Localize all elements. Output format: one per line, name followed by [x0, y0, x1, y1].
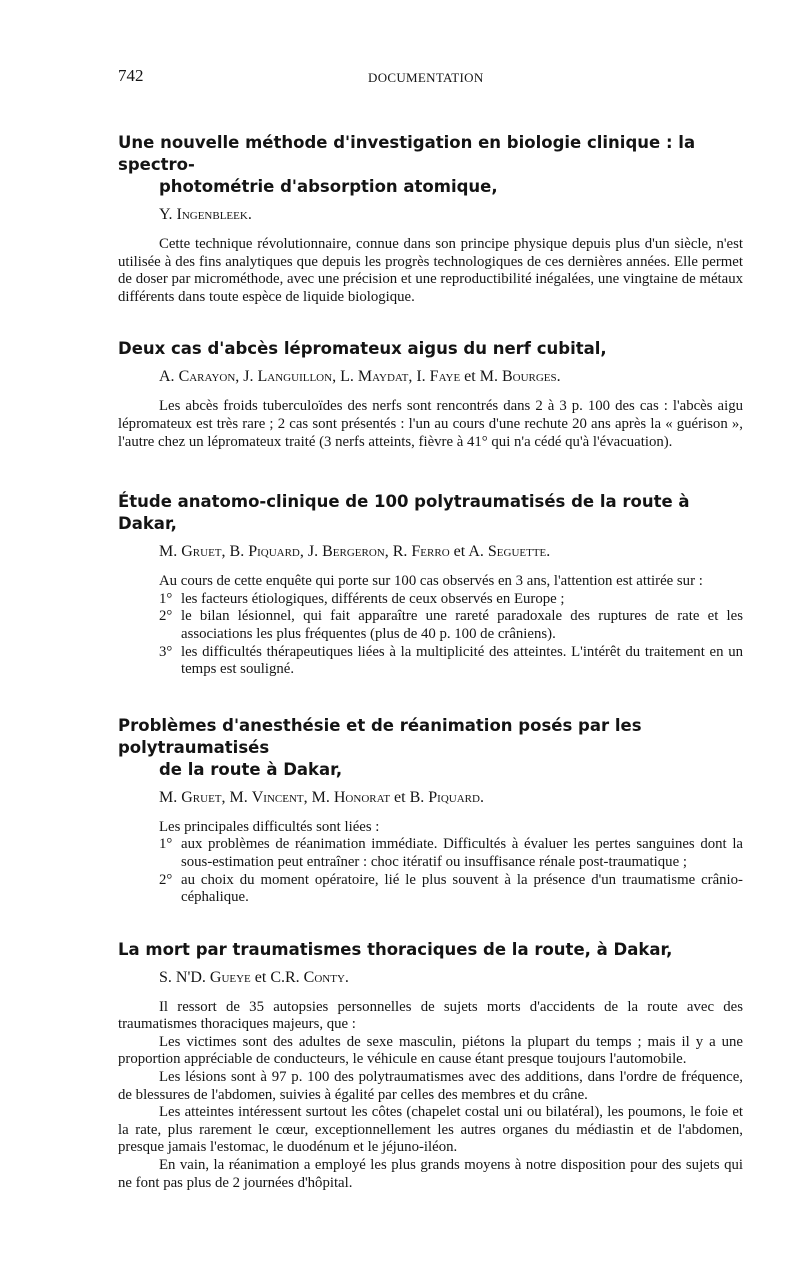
authors: M. Gruet, B. Piquard, J. Bergeron, R. Ferro et A. Seguette.	[159, 543, 551, 561]
author-name: Carayon	[178, 368, 236, 386]
numbered-list	[118, 591, 743, 679]
paragraph: Cette technique révolutionnaire, connue dans son principe physique depuis plus d'un siècle, n'est utilisée à des fins analytiques que depuis les progrès technologiques de ces dernières années. Elle permet de doser par microméthode, avec une précision et une reproductibilité inégalées, une vingtaine de métaux différents dans toute espèce de liquide biologique.	[118, 236, 743, 305]
document-page	[118, 66, 743, 1192]
article-title	[118, 132, 743, 198]
paragraph: Les abcès froids tuberculoïdes des nerfs sont rencontrés dans 2 à 3 p. 100 des cas : l'abcès aigu lépromateux est très rare ; 2 cas sont présentés : l'un au cours d'une rechute 20 ans après la « guérison », l'autre chez un lépromateux traité (3 nerfs atteints, fièvre à 41° qui n'a cédé qu'à l'évacuation).	[118, 398, 743, 450]
abstract	[118, 398, 743, 451]
title-line-2: photométrie d'absorption atomique,	[159, 177, 498, 196]
list-item: 1° aux problèmes de réanimation immédiate. Difficultés à évaluer les pertes sanguines dont la sous-estimation peut entraîner : choc itératif ou insuffisance rénale post-traumatique ;	[159, 836, 743, 870]
author-name: Maydat	[357, 368, 409, 386]
article-etude-polytraumatises	[118, 491, 743, 679]
author-name: Honorat	[333, 788, 391, 806]
article-traumatismes-thoraciques	[118, 939, 743, 1193]
author-name: Ingenbleek	[176, 206, 248, 223]
paragraph: Les atteintes intéressent surtout les côtes (chapelet costal uni ou bilatéral), les poumons, le foie et la rate, plus rarement le cœur, exceptionnellement les autres organes du médiastin et de l'abdomen, presque jamais l'estomac, le duodénum et le jéjuno-iléon.	[118, 1104, 743, 1156]
title-line-1: Problèmes d'anesthésie et de réanimation posés par les polytraumatisés	[118, 715, 642, 757]
abstract	[118, 819, 743, 907]
intro-paragraph: Au cours de cette enquête qui porte sur 100 cas observés en 3 ans, l'attention est attirée sur :	[159, 573, 703, 590]
abstract	[118, 573, 743, 679]
paragraph: Il ressort de 35 autopsies personnelles de sujets morts d'accidents de la route avec des traumatismes thoraciques majeurs, que :	[118, 998, 743, 1033]
title-line-1: Deux cas d'abcès lépromateux aigus du nerf cubital,	[118, 339, 607, 359]
article-title	[118, 338, 743, 360]
article-spectrophotometrie	[118, 132, 743, 306]
authors: A. Carayon, J. Languillon, L. Maydat, I. Faye et M. Bourges.	[159, 368, 561, 386]
numbered-list	[118, 836, 743, 906]
author-name: Piquard	[428, 788, 480, 806]
authors: S. N'D. Gueye et C.R. Conty.	[159, 968, 349, 986]
authors: Y. Ingenbleek.	[159, 206, 252, 223]
intro-paragraph: Les principales difficultés sont liées :	[159, 818, 380, 835]
title-line-1: Étude anatomo-clinique de 100 polytraumatisés de la route à Dakar,	[118, 492, 690, 534]
paragraph: Les lésions sont à 97 p. 100 des polytraumatismes avec des additions, dans l'ordre de fréquence, de blessures de l'abdomen, suivies à égalité par celles des membres et du crâne.	[118, 1069, 743, 1103]
author-name: Ferro	[411, 543, 450, 561]
abstract	[118, 999, 743, 1193]
list-item: 2° au choix du moment opératoire, lié le plus souvent à la présence d'un traumatisme crânio-céphalique.	[159, 871, 743, 906]
author-name: Gueye	[209, 968, 251, 986]
author-name: Gruet	[181, 788, 222, 806]
author-name: Languillon	[257, 368, 333, 386]
paragraph: Les victimes sont des adultes de sexe masculin, piétons la plupart du temps ; mais il y a une proportion appréciable de conducteurs, le véhicule en cause étant presque toujours l'automobile.	[118, 1033, 743, 1068]
author-name: Vincent	[251, 788, 304, 806]
paragraph: En vain, la réanimation a employé les plus grands moyens à notre disposition pour des sujets qui ne font pas plus de 2 journées d'hôpital.	[118, 1157, 743, 1191]
article-anesthesie-reanimation	[118, 715, 743, 907]
author-name: Faye	[429, 368, 461, 386]
author-name: Gruet	[181, 543, 222, 561]
author-name: Conty	[303, 968, 345, 986]
title-line-1: Une nouvelle méthode d'investigation en biologie clinique : la spectro-	[118, 133, 696, 174]
list-item: 2° le bilan lésionnel, qui fait apparaître une rareté paradoxale des ruptures de rate et les associations les plus fréquentes (plus de 40 p. 100 de crâniens).	[159, 608, 743, 642]
author-name: Seguette	[487, 543, 547, 561]
list-item: 3° les difficultés thérapeutiques liées à la multiplicité des atteintes. L'intérêt du traitement en un temps est souligné.	[159, 643, 743, 678]
list-item: 1° les facteurs étiologiques, différents de ceux observés en Europe ;	[159, 590, 565, 607]
article-title	[118, 939, 743, 961]
abstract	[118, 236, 743, 306]
author-name: Bergeron	[322, 543, 385, 561]
authors: M. Gruet, M. Vincent, M. Honorat et B. Piquard.	[159, 788, 484, 806]
author-name: Bourges	[501, 368, 557, 386]
article-title	[118, 491, 743, 535]
page-number: 742	[118, 66, 144, 85]
page-header	[118, 66, 743, 96]
title-line-2: de la route à Dakar,	[159, 759, 343, 779]
article-title	[118, 715, 743, 781]
title-line-1: La mort par traumatismes thoraciques de la route, à Dakar,	[118, 939, 673, 959]
author-initial: Y.	[159, 206, 177, 223]
running-head: DOCUMENTATION	[368, 70, 484, 85]
author-name: Piquard	[248, 543, 300, 561]
article-abces-lepromateux	[118, 338, 743, 451]
